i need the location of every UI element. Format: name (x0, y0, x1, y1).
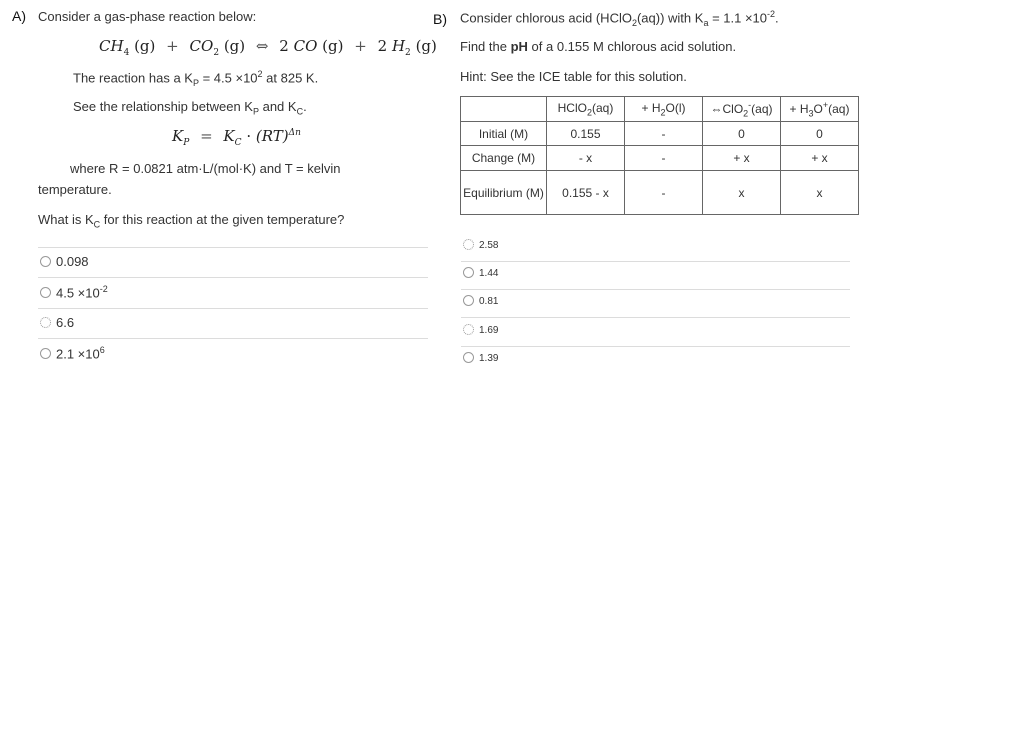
ice-row-equilibrium: Equilibrium (M) 0.155 - x - x x (461, 171, 859, 215)
ice-row-change: Change (M) - x - + x + x (461, 146, 859, 171)
answer-option[interactable]: 1.44 (463, 268, 498, 279)
radio-icon[interactable] (463, 239, 474, 250)
answer-option[interactable]: 0.81 (463, 296, 498, 307)
radio-icon[interactable] (40, 256, 51, 267)
relationship-statement: See the relationship between $K_P$ and $K_C$. (73, 99, 307, 117)
kp-kc-formula: $K_P = K_C \cdot (RT)^{\Delta n}$ (172, 127, 301, 148)
reaction-equation: $CH_4$ $(g) + CO_2$ (g) ⇔ 2 CO (g) + 2 $H_2$ (g) (99, 37, 437, 58)
answer-option[interactable]: $2.1 \times 10^6$ (40, 345, 105, 361)
radio-icon[interactable] (463, 267, 474, 278)
answer-option[interactable]: 6.6 (40, 315, 74, 330)
radio-icon[interactable] (463, 295, 474, 306)
radio-icon[interactable] (40, 348, 51, 359)
ice-row-initial: Initial (M) 0.155 - 0 0 (461, 122, 859, 146)
answer-option[interactable]: $4.5 \times 10^{-2}$ (40, 284, 108, 300)
radio-icon[interactable] (40, 287, 51, 298)
part-b-intro: Consider chlorous acid (HClO$_2$(aq)) with $K_a = 1.1 \times 10^{-2}$. (460, 9, 779, 28)
part-b-find: Find the pH of a 0.155 M chlorous acid solution. (460, 39, 737, 54)
ice-table (460, 96, 859, 215)
where-line-1: where R = 0.0821 atm·L/(mol·K) and T = kelvin (70, 161, 341, 176)
ice-header: ⇔ClO$_2$-(aq) (703, 97, 781, 122)
part-b-label: B) (433, 11, 447, 27)
answer-option[interactable]: 2.58 (463, 240, 498, 251)
answer-option[interactable]: 0.098 (40, 254, 89, 269)
ice-header: + $H_3O^+(aq)$ (781, 97, 859, 122)
part-a-label: A) (12, 8, 26, 24)
part-b-hint: Hint: See the ICE table for this solution. (460, 69, 687, 84)
kp-statement: The reaction has a $K_P = 4.5 \times 10^2$ at 825 K. (73, 69, 319, 88)
where-line-2: temperature. (38, 182, 112, 197)
answer-option[interactable]: 1.69 (463, 325, 498, 336)
radio-icon[interactable] (463, 352, 474, 363)
part-a-intro: Consider a gas-phase reaction below: (38, 9, 257, 24)
ice-header: HClO$_2$(aq) (547, 97, 625, 122)
radio-icon[interactable] (463, 324, 474, 335)
ice-header: + $H_2O(l)$ (625, 97, 703, 122)
part-a-question: What is $K_C$ for this reaction at the given temperature? (38, 212, 345, 230)
radio-icon[interactable] (40, 317, 51, 328)
answer-option[interactable]: 1.39 (463, 353, 498, 364)
equilibrium-arrow-icon: ⇔ (255, 37, 269, 55)
